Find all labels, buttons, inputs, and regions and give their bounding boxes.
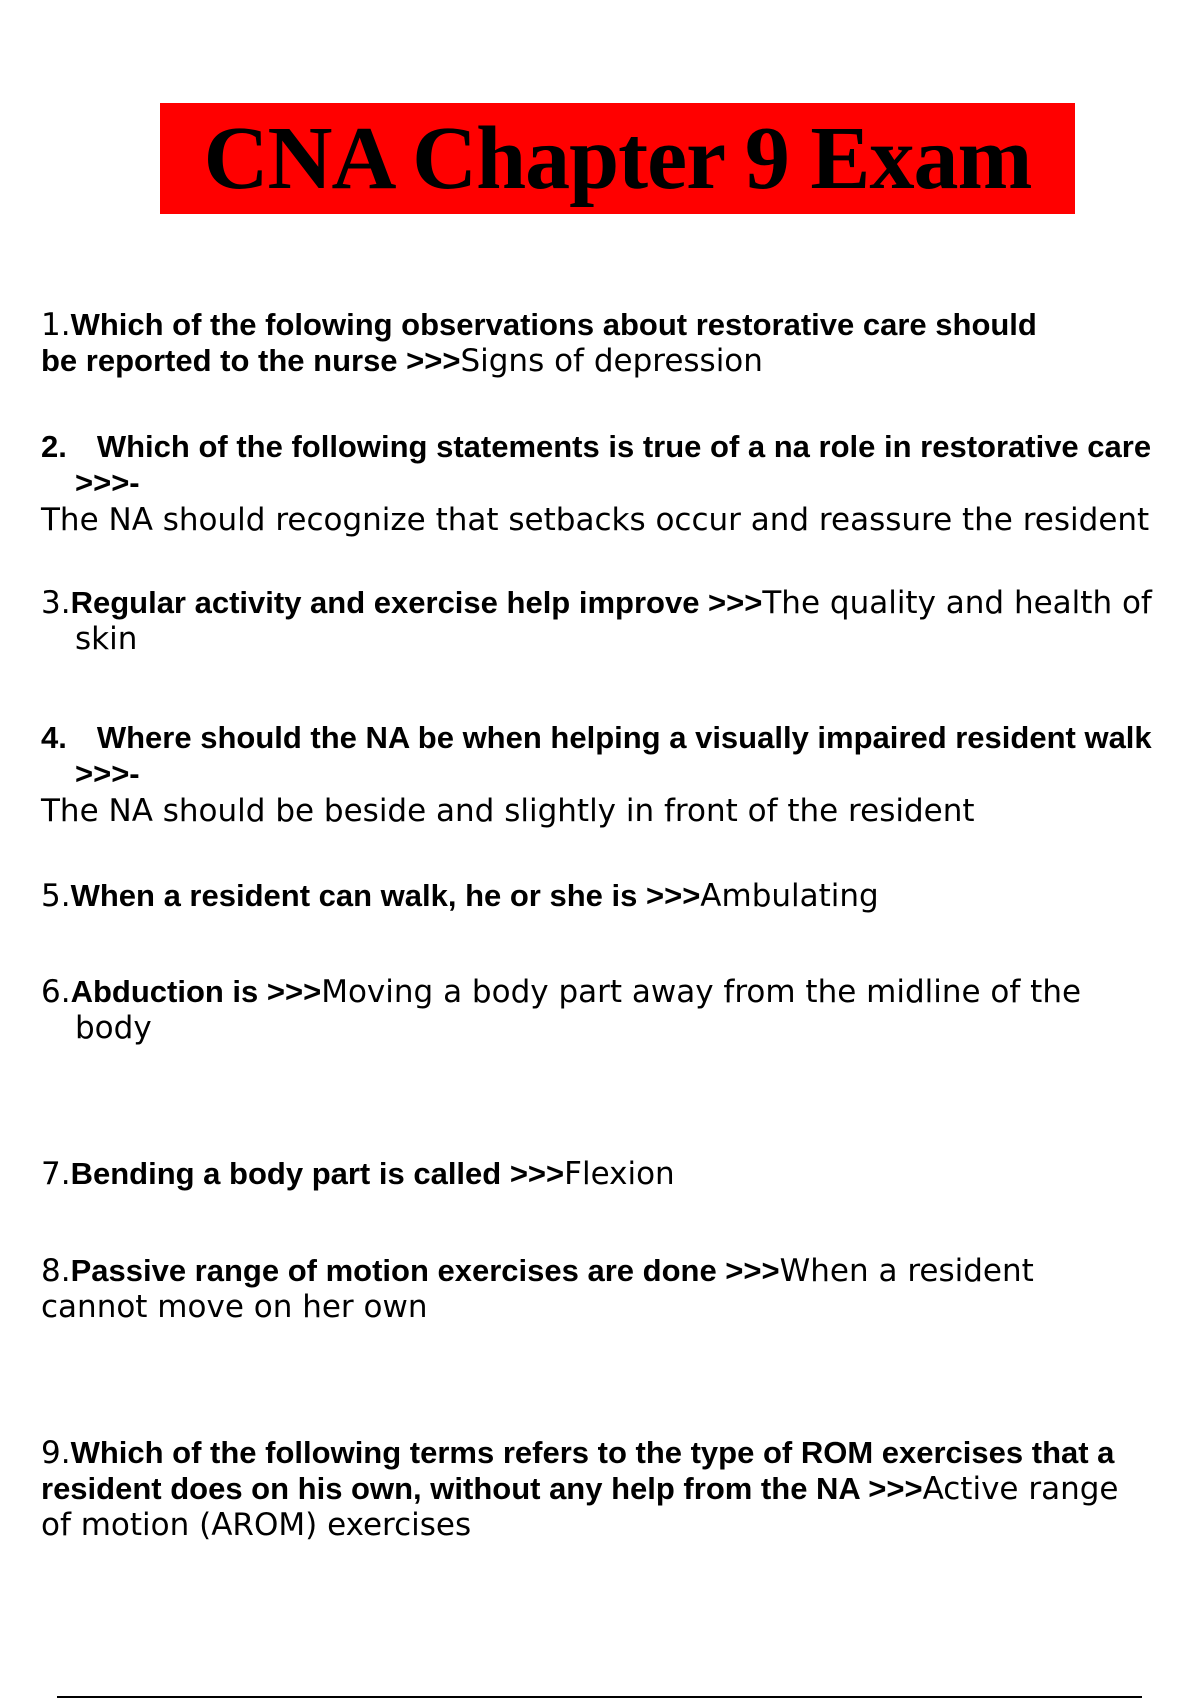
answer-text: body [75,1010,152,1046]
question-6 [41,974,1200,1046]
question-2 [41,429,1200,538]
answer-text: Ambulating [700,878,879,914]
question-number: 9. [41,1435,71,1471]
question-text: Which of the folowing observations about restorative care should [70,307,1037,342]
exam-title-banner [160,103,1075,214]
answer-text: Active range [922,1471,1119,1507]
question-text: Which of the following statements is true of a na role in restorative care [96,429,1152,464]
question-text: be reported to the nurse >>> [41,343,461,378]
question-8 [41,1253,1200,1325]
question-number: 1. [41,307,71,343]
bottom-divider [57,1696,1142,1698]
question-number: 5. [41,878,71,914]
question-text: When a resident can walk, he or she is >>> [70,878,701,913]
answer-text: Moving a body part away from the midline of the [321,974,1082,1010]
answer-text: The NA should recognize that setbacks occur and reassure the resident [41,502,1150,538]
question-5 [41,878,1200,914]
question-number: 4. [41,720,67,755]
question-text: Where should the NA be when helping a visually impaired resident walk [96,720,1152,755]
exam-title: CNA Chapter 9 Exam [203,108,1032,208]
question-number: 3. [41,585,71,621]
question-number: 6. [41,974,71,1010]
question-text: Passive range of motion exercises are done >>> [70,1253,780,1288]
answer-text: Flexion [564,1156,675,1192]
answer-text: The NA should be beside and slightly in front of the resident [41,793,975,829]
question-text: Abduction is >>> [70,974,322,1009]
question-1 [41,307,1200,379]
question-text: Which of the following terms refers to the type of ROM exercises that a [70,1435,1115,1470]
question-number: 7. [41,1156,71,1192]
answer-text: Signs of depression [460,343,763,379]
answer-marker: >>>- [75,465,140,500]
question-7 [41,1156,1200,1192]
answer-text: skin [75,621,138,657]
answer-text: of motion (AROM) exercises [41,1507,472,1543]
answer-text: The quality and health of [762,585,1152,621]
question-number: 2. [41,429,67,464]
answer-text: When a resident [779,1253,1034,1289]
question-text: Regular activity and exercise help improve >>> [70,585,763,620]
question-text: Bending a body part is called >>> [70,1156,565,1191]
question-4 [41,720,1200,829]
answer-marker: >>>- [75,756,140,791]
question-text: resident does on his own, without any help from the NA >>> [41,1471,923,1506]
question-9 [41,1435,1200,1543]
question-3 [41,585,1200,657]
answer-text: cannot move on her own [41,1289,428,1325]
question-number: 8. [41,1253,71,1289]
